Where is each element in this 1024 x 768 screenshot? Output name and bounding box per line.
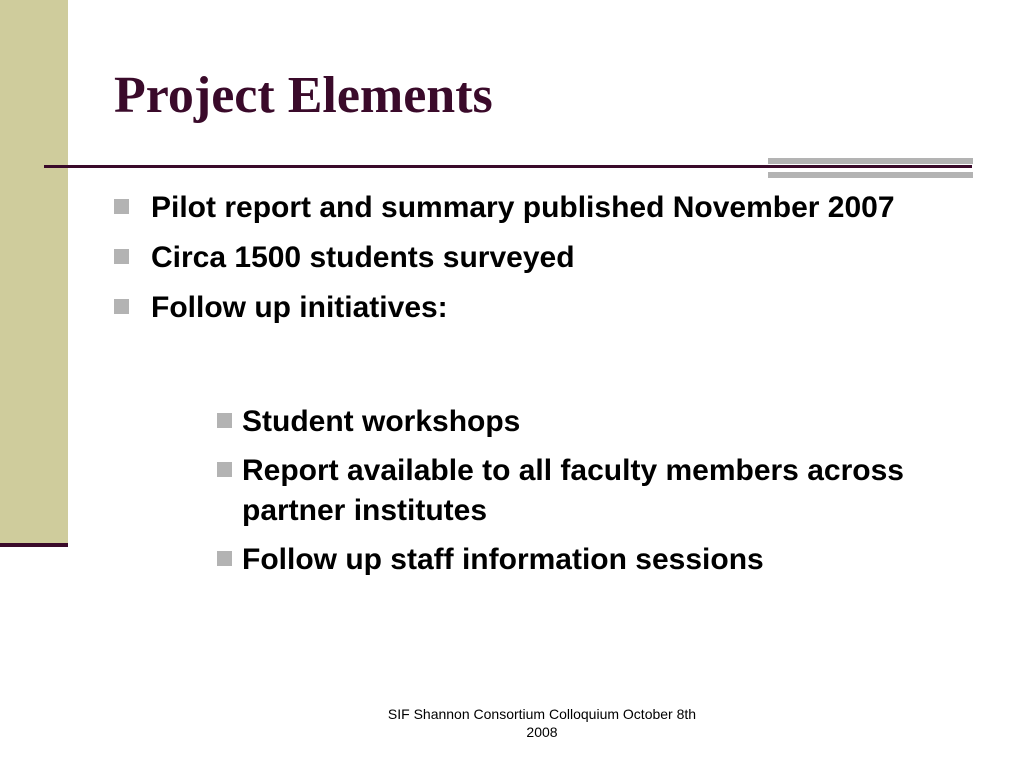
- footer-line-2: 2008: [526, 724, 558, 740]
- bullet-text: Circa 1500 students surveyed: [151, 241, 575, 274]
- bullet-text: Pilot report and summary published November 2007: [151, 191, 895, 224]
- sub-bullet-item: [215, 402, 915, 442]
- sub-bullet-list: [215, 402, 915, 589]
- bullet-item: [114, 188, 934, 228]
- square-bullet-icon: [114, 249, 129, 264]
- square-bullet-icon: [114, 299, 129, 314]
- square-bullet-icon: [217, 413, 232, 428]
- sub-bullet-text: Follow up staff information sessions: [242, 543, 764, 576]
- sub-bullet-item: [215, 451, 915, 531]
- bullet-text: Follow up initiatives:: [151, 291, 448, 324]
- sidebar-panel: [0, 0, 68, 545]
- sub-bullet-text: Report available to all faculty members across partner institutes: [242, 454, 904, 527]
- footer-line-1: SIF Shannon Consortium Colloquium October 8th: [387, 706, 697, 722]
- bullet-item: [114, 238, 934, 278]
- accent-bar-top: [768, 158, 973, 164]
- slide-footer: [372, 705, 712, 741]
- sidebar-underline: [0, 543, 68, 547]
- bullet-item: [114, 288, 934, 328]
- sub-bullet-text: Student workshops: [242, 405, 521, 438]
- square-bullet-icon: [217, 551, 232, 566]
- sub-bullet-item: [215, 540, 915, 580]
- square-bullet-icon: [114, 199, 129, 214]
- title-divider: [44, 165, 972, 168]
- accent-bar-bottom: [768, 172, 973, 178]
- square-bullet-icon: [217, 462, 232, 477]
- slide-title: Project Elements: [114, 67, 493, 124]
- bullet-list: [114, 188, 934, 338]
